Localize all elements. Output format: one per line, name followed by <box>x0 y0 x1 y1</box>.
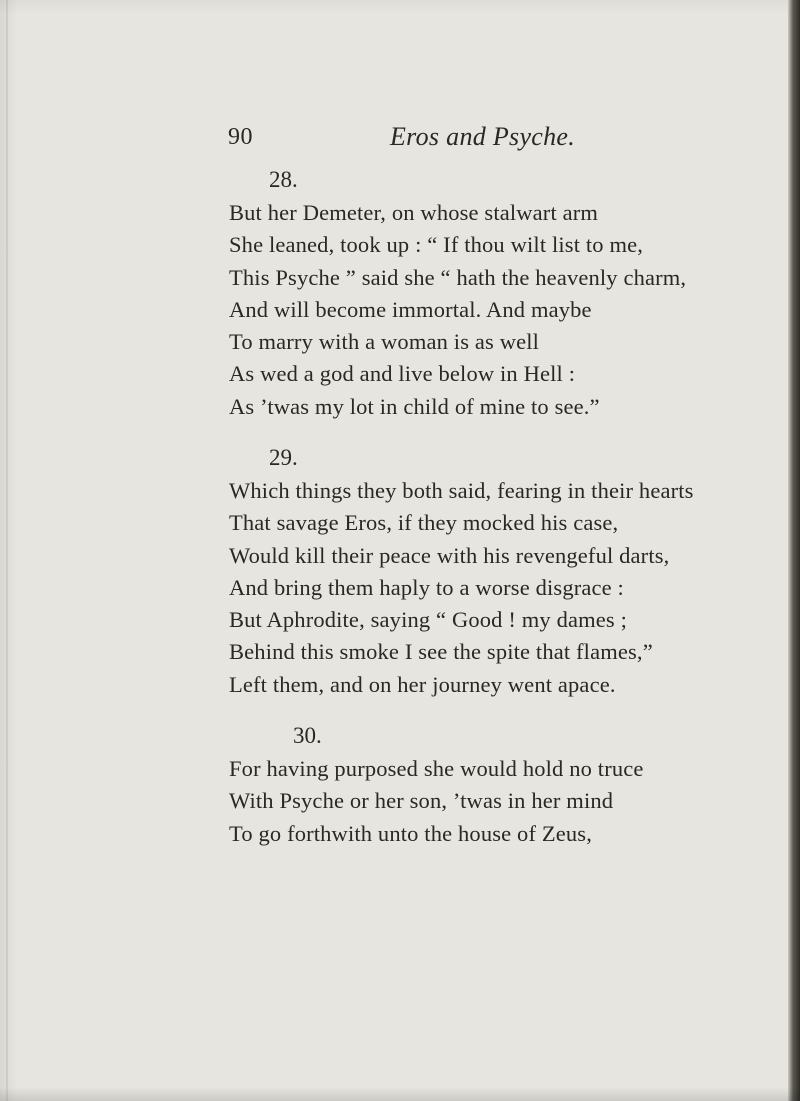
verse-line: She leaned, took up : “ If thou wilt list to me, <box>229 232 644 258</box>
verse-line: With Psyche or her son, ’twas in her mind <box>229 788 614 814</box>
verse-line: To marry with a woman is as well <box>229 329 540 355</box>
running-header <box>228 124 748 164</box>
stanza <box>229 165 769 423</box>
page-number: 90 <box>228 124 253 150</box>
verse-line: Which things they both said, fearing in their hearts <box>229 478 694 503</box>
verse-line: This Psyche ” said she “ hath the heavenly charm, <box>229 264 687 290</box>
running-title: Eros and Psyche. <box>390 122 576 151</box>
verse-line: Behind this smoke I see the spite that flames,” <box>229 639 653 665</box>
verse-line: But her Demeter, on whose stalwart arm <box>229 200 599 225</box>
page-gutter-shadow <box>6 0 8 1101</box>
stanza-number: 29. <box>269 445 298 470</box>
page-bottom-shadow <box>0 1087 800 1101</box>
verse-line: As ’twas my lot in child of mine to see.” <box>229 393 600 419</box>
verse-line: And bring them haply to a worse disgrace : <box>229 574 624 600</box>
page-edge <box>788 0 800 1101</box>
verse-line: For having purposed she would hold no truce <box>229 756 644 781</box>
stanza <box>229 721 769 850</box>
stanza <box>229 443 769 701</box>
stanza-number: 30. <box>293 723 322 748</box>
verse-line: As wed a god and live below in Hell : <box>229 361 576 387</box>
stanza-number: 28. <box>269 167 298 192</box>
verse-line: Left them, and on her journey went apace. <box>229 671 616 697</box>
verse-line: Would kill their peace with his revengeful darts, <box>229 542 670 568</box>
verse-line: To go forthwith unto the house of Zeus, <box>229 820 592 846</box>
verse-line: But Aphrodite, saying “ Good ! my dames ; <box>229 607 627 633</box>
verse-line: And will become immortal. And maybe <box>229 296 592 322</box>
verse-line: That savage Eros, if they mocked his case, <box>229 510 619 536</box>
